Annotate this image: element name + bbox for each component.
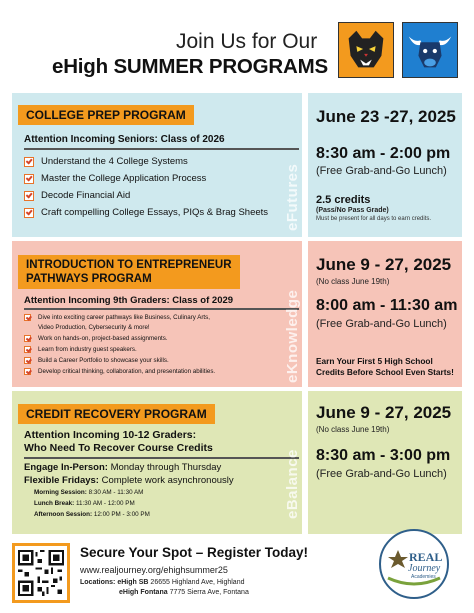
flyer-header: [0, 0, 474, 90]
bull-mascot-logo: [402, 22, 458, 78]
panther-icon: [339, 23, 393, 77]
in-person-line: Engage In-Person: Monday through Thursday: [24, 462, 222, 473]
college-prep-dates: June 23 -27, 2025: [316, 107, 456, 126]
checkbox-icon: [24, 357, 31, 364]
panther-mascot-logo: [338, 22, 394, 78]
header-title-line1: Join Us for Our: [176, 30, 318, 53]
college-prep-time: 8:30 am - 2:00 pm: [316, 145, 451, 162]
entrepreneur-dates: June 9 - 27, 2025: [316, 255, 452, 274]
qr-code-icon: [18, 549, 64, 597]
list-item: Understand the 4 College Systems: [24, 153, 268, 170]
list-item: Decode Financial Aid: [24, 187, 268, 204]
real-journey-academies-logo: [378, 528, 450, 600]
college-prep-banner: [18, 105, 194, 125]
credit-recovery-schedule: [308, 391, 462, 534]
college-prep-schedule: [308, 93, 462, 237]
list-item: Develop critical thinking, collaboration, and presentation abilities.: [24, 366, 215, 377]
college-prep-grade: (Pass/No Pass Grade): [316, 207, 389, 214]
checkbox-icon: [24, 346, 31, 353]
college-prep-lunch: (Free Grab-and-Go Lunch): [316, 165, 447, 177]
entrepreneur-time: 8:00 am - 11:30 am: [316, 297, 458, 314]
entrepreneur-no-class: (No class June 19th): [316, 277, 390, 286]
section-watermark: eBalance: [284, 449, 301, 519]
credit-recovery-time: 8:30 am - 3:00 pm: [316, 447, 451, 464]
entrepreneur-lunch: (Free Grab-and-Go Lunch): [316, 318, 447, 330]
real-journey-logo-icon: [378, 528, 450, 600]
bull-icon: [403, 23, 457, 77]
registration-qr-code[interactable]: [12, 543, 70, 603]
entrepreneur-details: [12, 241, 305, 387]
logo-text-journey: Journey: [408, 563, 441, 574]
divider: [24, 308, 299, 310]
college-prep-note: Must be present for all days to earn credits.: [316, 216, 432, 222]
list-item: Master the College Application Process: [24, 170, 268, 187]
divider: [24, 148, 299, 150]
college-prep-credits: 2.5 credits: [316, 194, 371, 206]
header-title-line2: eHigh SUMMER PROGRAMS: [52, 55, 328, 78]
college-prep-section: [12, 93, 462, 237]
college-prep-banner-text: COLLEGE PREP PROGRAM: [26, 108, 186, 122]
lunch-break-line: Lunch Break: 11:30 AM - 12:00 PM: [34, 500, 135, 507]
checkbox-icon: [24, 368, 31, 375]
afternoon-session-line: Afternoon Session: 12:00 PM - 3:00 PM: [34, 511, 150, 518]
list-item: Craft compelling College Essays, PIQs & Brag Sheets: [24, 204, 268, 221]
credit-recovery-banner: [18, 404, 215, 424]
checkbox-icon: [24, 314, 31, 321]
entrepreneur-banner: [18, 255, 240, 289]
credit-recovery-no-class: (No class June 19th): [316, 425, 390, 434]
morning-session-line: Morning Session: 8:30 AM - 11:30 AM: [34, 489, 144, 496]
college-prep-checklist: [24, 153, 268, 221]
credit-recovery-dates: June 9 - 27, 2025: [316, 403, 452, 422]
checkbox-icon: [24, 174, 34, 184]
location-line-2: eHigh Fontana 7775 Sierra Ave, Fontana: [119, 589, 249, 596]
entrepreneur-section: [12, 241, 462, 387]
location-line-1: Locations: eHigh SB 26655 Highland Ave, Highland: [80, 579, 245, 586]
checkbox-icon: [24, 191, 34, 201]
entrepreneur-credits: Earn Your First 5 High School Credits Before School Even Starts!: [316, 356, 454, 377]
entrepreneur-attention: Attention Incoming 9th Graders: Class of 2029: [24, 295, 234, 306]
credit-recovery-section: [12, 391, 462, 534]
list-item: Dive into exciting career pathways like Business, Culinary Arts,: [24, 313, 215, 322]
credit-recovery-attention: Attention Incoming 10-12 Graders: Who Need To Recover Course Credits: [24, 429, 213, 454]
credit-recovery-banner-text: CREDIT RECOVERY PROGRAM: [26, 407, 207, 421]
flexible-fridays-line: Flexible Fridays: Complete work asynchronously: [24, 475, 234, 486]
college-prep-attention: Attention Incoming Seniors: Class of 2026: [24, 134, 225, 145]
registration-link[interactable]: www.realjourney.org/ehighsummer25: [80, 565, 228, 575]
register-call-to-action: Secure Your Spot – Register Today!: [80, 545, 309, 560]
list-item: Work on hands-on, project-based assignments.: [24, 333, 215, 344]
credit-recovery-lunch: (Free Grab-and-Go Lunch): [316, 468, 447, 480]
entrepreneur-schedule: [308, 241, 462, 387]
list-item: Learn from industry guest speakers.: [24, 344, 215, 355]
checkbox-icon: [24, 208, 34, 218]
list-item-continuation: Video Production, Cybersecurity & more!: [38, 324, 150, 331]
list-item: Build a Career Portfolio to showcase your skills.: [24, 355, 215, 366]
logo-text-academies: Academies: [411, 574, 436, 580]
section-watermark: eKnowledge: [284, 289, 301, 383]
checkbox-icon: [24, 335, 31, 342]
checkbox-icon: [24, 157, 34, 167]
college-prep-details: [12, 93, 305, 237]
section-watermark: eFutures: [284, 163, 301, 231]
entrepreneur-checklist: [24, 313, 215, 377]
logo-text-real: REAL: [409, 550, 443, 564]
divider: [24, 457, 299, 459]
entrepreneur-banner-line1: INTRODUCTION TO ENTREPRENEUR: [26, 259, 232, 271]
credit-recovery-details: [12, 391, 305, 534]
entrepreneur-banner-line2: PATHWAYS PROGRAM: [26, 273, 152, 285]
